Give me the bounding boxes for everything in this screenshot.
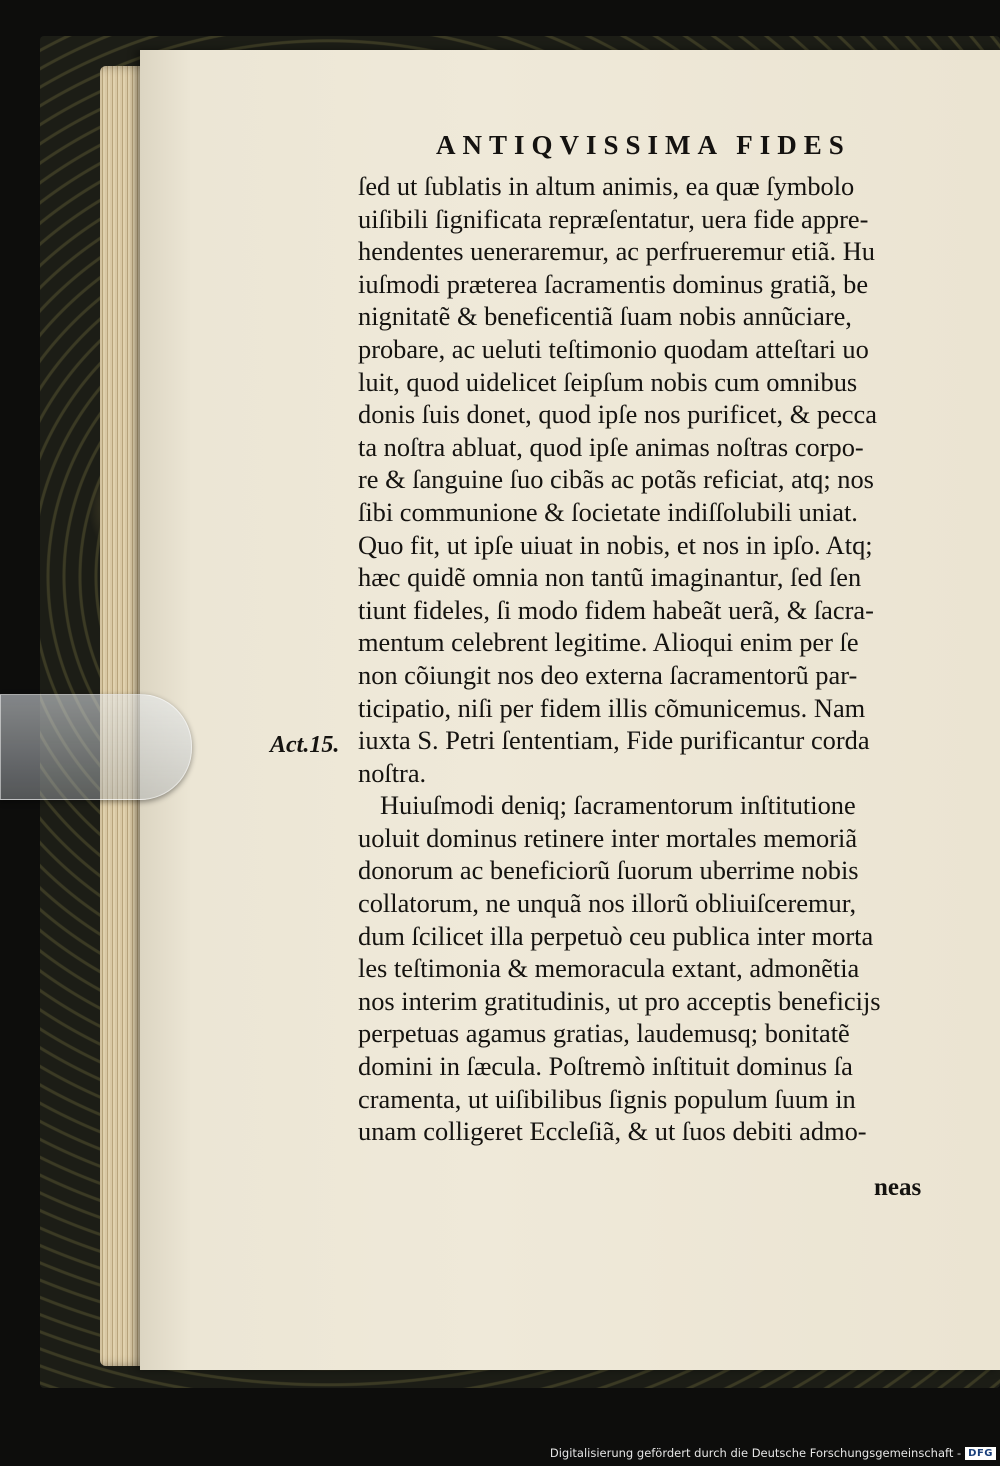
footer-credit: Digitalisierung gefördert durch die Deutsche Forschungsgemeinschaft - (549, 1446, 962, 1460)
text-line: iuxta S. Petri ſententiam, Fide purificantur corda (358, 725, 870, 756)
text-line: re & ſanguine ſuo cibãs ac potãs reficiat, atq; nos (358, 464, 874, 495)
text-line: hendentes ueneraremur, ac perfrueremur etiã. Hu (358, 236, 875, 267)
text-line: hæc quidẽ omnia non tantũ imaginantur, ſed ſen (358, 562, 862, 593)
text-line: unam colligeret Eccleſiã, & ut ſuos debiti admo- (358, 1116, 867, 1147)
text-line: dum ſcilicet illa perpetuò ceu publica inter morta (358, 920, 874, 951)
text-line: collatorum, ne unquã nos illorũ obliuiſceremur, (358, 888, 857, 919)
text-line: Quo fit, ut ipſe uiuat in nobis, et nos in ipſo. Atq; (358, 529, 873, 560)
text-line: perpetuas agamus gratias, laudemusq; bonitatẽ (358, 1018, 850, 1049)
text-line: noſtra. (358, 757, 427, 788)
text-line: mentum celebrent legitime. Alioqui enim per ſe (358, 627, 859, 658)
marginal-note: Act.15. (270, 732, 340, 758)
text-line: ticipatio, niſi per fidem illis cõmunicemus. Nam (358, 692, 866, 723)
dfg-logo: DFG (965, 1447, 996, 1460)
body-text (358, 170, 948, 1148)
text-line: tiunt fideles, ſi modo fidem habeãt uerã, & ſacra- (358, 594, 874, 625)
clip-tab (0, 694, 192, 800)
text-line: nignitatẽ & beneficentiã ſuam nobis annũciare, (358, 301, 852, 332)
text-line: ta noſtra abluat, quod ipſe animas noſtras corpo- (358, 431, 864, 462)
running-head: ANTIQVISSIMA FIDES (436, 130, 851, 160)
text-line: cramenta, ut uiſibilibus ſignis populum ſuum in (358, 1083, 856, 1114)
text-line: luit, quod uidelicet ſeipſum nobis cum omnibus (358, 366, 858, 397)
text-line: uiſibili ſignificata repræſentatur, uera fide appre- (358, 203, 869, 234)
text-line: les teſtimonia & memoracula extant, admonẽtia (358, 953, 860, 984)
text-line: Huiuſmodi deniq; ſacramentorum inſtitutione (380, 790, 856, 821)
catchword: neas (874, 1174, 922, 1201)
text-line: donorum ac beneficiorũ ſuorum uberrime nobis (358, 855, 859, 886)
text-line: ſibi communione & ſocietate indiſſolubili uniat. (358, 496, 858, 527)
text-line: domini in ſæcula. Poſtremò inſtituit dominus ſa (358, 1051, 853, 1082)
footer (550, 1444, 996, 1462)
text-line: ſed ut ſublatis in altum animis, ea quæ ſymbolo (358, 171, 855, 201)
text-line: iuſmodi prӕterea ſacramentis dominus gratiã, be (358, 268, 869, 299)
text-line: uoluit dominus retinere inter mortales memoriã (358, 822, 858, 853)
text-line: non cõiungit nos deo externa ſacramentorũ par- (358, 659, 858, 690)
text-line: nos interim gratitudinis, ut pro acceptis beneficijs (358, 985, 881, 1016)
text-line: probare, ac ueluti teſtimonio quodam atteſtari uo (358, 333, 869, 364)
text-line: donis ſuis donet, quod ipſe nos purificet, & pecca (358, 399, 877, 430)
